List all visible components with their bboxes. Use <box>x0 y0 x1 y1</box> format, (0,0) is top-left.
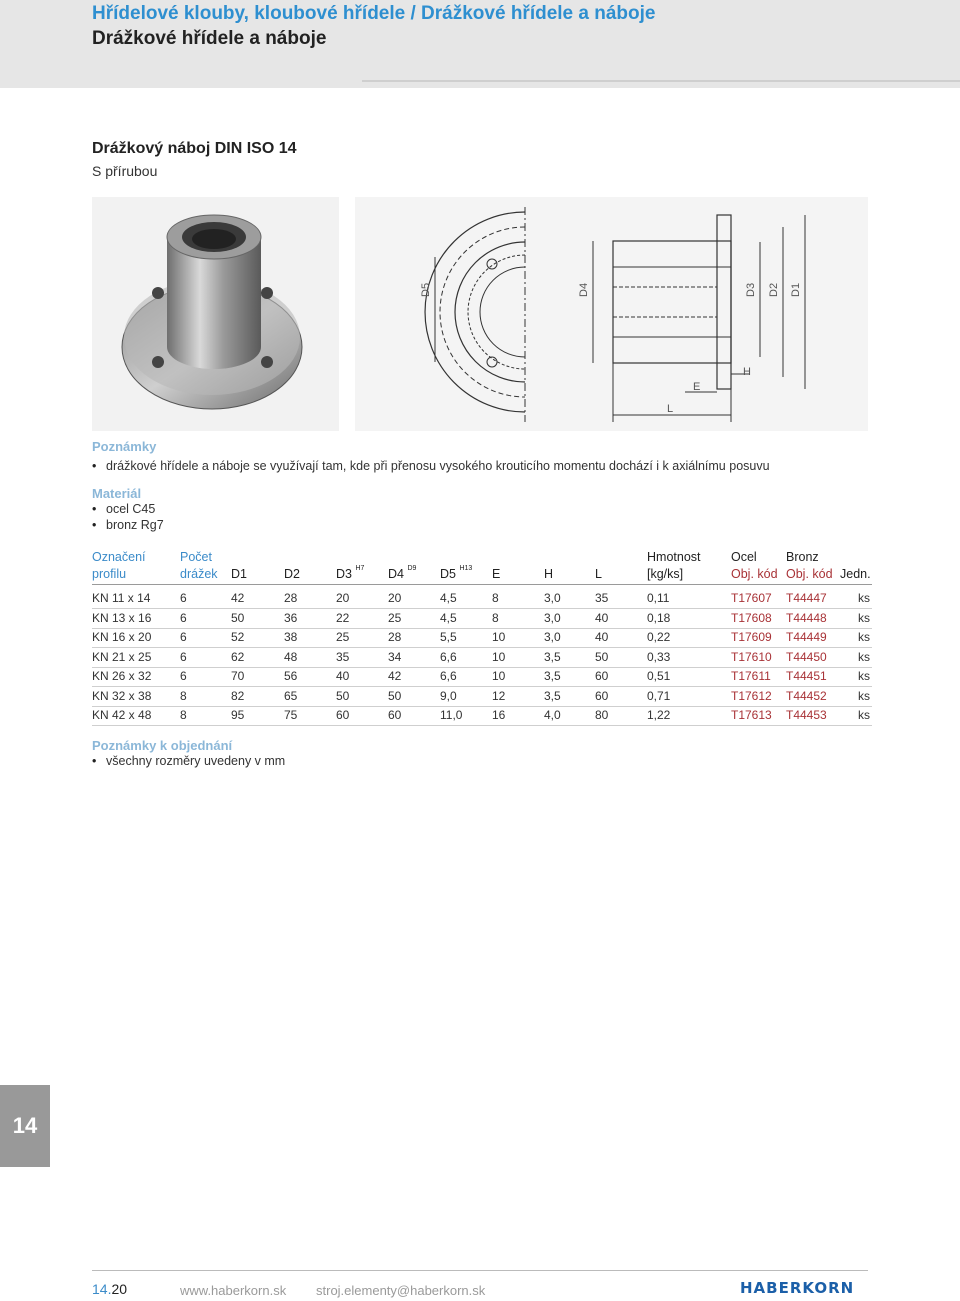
cell-hmotnost: 0,71 <box>647 688 671 703</box>
label-d3: D3 <box>745 282 757 297</box>
th-bronz: Bronz <box>786 550 819 564</box>
cell-l: 50 <box>595 649 609 664</box>
cell-l: 40 <box>595 610 609 625</box>
cell-d4: 25 <box>388 610 402 625</box>
cell-bronz-kod: T44450 <box>786 649 827 664</box>
cell-h: 4,0 <box>544 708 561 722</box>
footer-divider <box>92 1270 868 1271</box>
email-link[interactable]: stroj.elementy@haberkorn.sk <box>316 1283 486 1298</box>
cell-ocel-kod: T17611 <box>731 669 771 683</box>
cell-bronz-kod: T44448 <box>786 610 827 625</box>
cell-d2: 36 <box>284 610 298 625</box>
cell-jedn: ks <box>858 630 870 644</box>
cell-pocet: 6 <box>180 591 187 605</box>
cell-d2: 38 <box>284 630 298 644</box>
cell-d1: 95 <box>231 708 245 722</box>
product-subtitle: S přírubou <box>92 163 158 179</box>
label-d1: D1 <box>790 282 802 297</box>
cell-d4: 34 <box>388 649 402 664</box>
th-d1: D1 <box>231 567 247 581</box>
cell-d5: 4,5 <box>440 610 457 625</box>
cell-e: 10 <box>492 649 506 664</box>
cell-d4: 28 <box>388 630 402 644</box>
th-ocel: Ocel <box>731 550 757 564</box>
cell-bronz-kod: T44447 <box>786 591 827 605</box>
th-jedn: Jedn. <box>840 567 871 581</box>
cell-d1: 52 <box>231 630 245 644</box>
label-e: E <box>693 381 701 393</box>
cell-d3: 50 <box>336 688 350 703</box>
header-title: Hřídelové klouby, kloubové hřídele / Drážkové hřídele a náboje <box>92 3 656 24</box>
header-divider <box>362 80 960 82</box>
cell-d1: 62 <box>231 649 245 664</box>
th-e: E <box>492 567 501 581</box>
product-photo <box>92 197 339 431</box>
th-d4: D4 $^{D9}$ <box>388 565 417 581</box>
cell-e: 16 <box>492 708 506 722</box>
cell-hmotnost: 0,18 <box>647 610 671 625</box>
cell-bronz-kod: T44449 <box>786 630 827 644</box>
label-d2: D2 <box>768 282 780 297</box>
cell-hmotnost: 0,51 <box>647 669 671 683</box>
th-h: H <box>544 567 554 581</box>
th-d3: D3 $^{H7}$ <box>336 565 365 581</box>
cell-d3: 22 <box>336 610 350 625</box>
cell-h: 3,5 <box>544 669 561 683</box>
cell-profil: KN 26 x 32 <box>92 669 152 683</box>
cell-d2: 28 <box>284 591 298 605</box>
cell-ocel-kod: T17612 <box>731 688 772 703</box>
cell-bronz-kod: T44453 <box>786 708 827 722</box>
cell-d2: 56 <box>284 669 298 683</box>
cell-d1: 50 <box>231 610 245 625</box>
row-divider <box>92 725 872 726</box>
cell-jedn: ks <box>858 649 870 664</box>
cell-d5: 4,5 <box>440 591 457 605</box>
dimension-drawing <box>355 197 868 431</box>
cell-profil: KN 16 x 20 <box>92 630 152 644</box>
cell-pocet: 6 <box>180 669 187 683</box>
notes-item: • drážkové hřídele a náboje se využívají tam, kde při přenosu vysokého krouticího momentu dochází i k axiálnímu posuvu <box>92 459 770 473</box>
brand-logo: HABERKORN <box>740 1279 855 1297</box>
header-subtitle: Drážkové hřídele a náboje <box>92 28 327 49</box>
product-title: Drážkový náboj DIN ISO 14 <box>92 140 297 157</box>
website-link[interactable]: www.haberkorn.sk <box>180 1283 287 1298</box>
th-l: L <box>595 567 602 581</box>
cell-jedn: ks <box>858 610 870 625</box>
cell-d3: 35 <box>336 649 350 664</box>
cell-profil: KN 11 x 14 <box>92 591 151 605</box>
cell-d4: 42 <box>388 669 402 683</box>
cell-ocel-kod: T17608 <box>731 610 772 625</box>
cell-d1: 42 <box>231 591 245 605</box>
cell-l: 60 <box>595 669 609 683</box>
label-d4: D4 <box>578 282 590 297</box>
row-divider <box>92 686 872 687</box>
order-notes-label: Poznámky k objednání <box>92 738 233 753</box>
cell-d4: 20 <box>388 591 402 605</box>
label-h: H <box>743 366 751 378</box>
page-header <box>0 0 960 88</box>
cell-profil: KN 21 x 25 <box>92 649 152 664</box>
cell-d1: 70 <box>231 669 245 683</box>
label-l: L <box>667 403 674 415</box>
cell-pocet: 8 <box>180 688 187 703</box>
th-hmotnost: Hmotnost <box>647 550 701 564</box>
cell-l: 80 <box>595 708 609 722</box>
cell-bronz-kod: T44451 <box>786 669 827 683</box>
row-divider <box>92 608 872 609</box>
material-item: • ocel C45 <box>92 502 155 516</box>
cell-e: 8 <box>492 610 499 625</box>
cell-e: 10 <box>492 669 506 683</box>
hub-photo-illustration <box>92 197 339 431</box>
chapter-tab: 14 <box>0 1085 50 1167</box>
page-number: 14.20 <box>92 1281 128 1297</box>
cell-d3: 20 <box>336 591 350 605</box>
cell-jedn: ks <box>858 688 870 703</box>
th-ocel-kod: Obj. kód <box>731 567 778 581</box>
th-oznaceni: Označení <box>92 550 146 564</box>
cell-h: 3,0 <box>544 610 561 625</box>
cell-h: 3,5 <box>544 649 561 664</box>
cell-l: 40 <box>595 630 609 644</box>
cell-d5: 6,6 <box>440 649 457 664</box>
th-drazek: drážek <box>180 567 218 581</box>
order-notes-item: • všechny rozměry uvedeny v mm <box>92 754 285 768</box>
cell-profil: KN 32 x 38 <box>92 688 152 703</box>
cell-l: 60 <box>595 688 609 703</box>
cell-d5: 6,6 <box>440 669 457 683</box>
cell-jedn: ks <box>858 591 870 605</box>
cell-ocel-kod: T17609 <box>731 630 772 644</box>
cell-e: 8 <box>492 591 499 605</box>
cell-d1: 82 <box>231 688 245 703</box>
cell-e: 12 <box>492 688 506 703</box>
cell-hmotnost: 0,11 <box>647 591 670 605</box>
cell-jedn: ks <box>858 708 870 722</box>
cell-ocel-kod: T17610 <box>731 649 772 664</box>
cell-ocel-kod: T17607 <box>731 591 772 605</box>
cell-d2: 48 <box>284 649 298 664</box>
row-divider <box>92 706 872 707</box>
row-divider <box>92 647 872 648</box>
th-pocet: Počet <box>180 550 212 564</box>
cell-h: 3,5 <box>544 688 561 703</box>
cell-d2: 75 <box>284 708 298 722</box>
cell-bronz-kod: T44452 <box>786 688 827 703</box>
cell-pocet: 6 <box>180 649 187 664</box>
cell-d5: 11,0 <box>440 708 463 722</box>
th-d5: D5 $^{H13}$ <box>440 565 473 581</box>
cell-pocet: 6 <box>180 610 187 625</box>
cell-h: 3,0 <box>544 591 561 605</box>
th-kg-ks: [kg/ks] <box>647 567 684 581</box>
cell-hmotnost: 1,22 <box>647 708 671 722</box>
cell-d3: 40 <box>336 669 350 683</box>
notes-label: Poznámky <box>92 439 157 454</box>
row-divider <box>92 628 872 629</box>
cell-hmotnost: 0,22 <box>647 630 671 644</box>
cell-h: 3,0 <box>544 630 561 644</box>
cell-hmotnost: 0,33 <box>647 649 671 664</box>
cell-pocet: 8 <box>180 708 187 722</box>
cell-d5: 5,5 <box>440 630 457 644</box>
cell-d4: 50 <box>388 688 402 703</box>
row-divider <box>92 667 872 668</box>
label-d5: D5 <box>420 282 432 297</box>
material-item: • bronz Rg7 <box>92 518 164 532</box>
th-bronz-kod: Obj. kód <box>786 567 833 581</box>
cell-profil: KN 42 x 48 <box>92 708 152 722</box>
cell-profil: KN 13 x 16 <box>92 610 152 625</box>
cell-d3: 60 <box>336 708 350 722</box>
cell-d4: 60 <box>388 708 402 722</box>
th-d2: D2 <box>284 567 300 581</box>
cell-l: 35 <box>595 591 609 605</box>
cell-jedn: ks <box>858 669 870 683</box>
th-profilu: profilu <box>92 567 127 581</box>
technical-drawing <box>355 197 868 431</box>
cell-pocet: 6 <box>180 630 187 644</box>
table-header-divider <box>92 584 872 585</box>
material-label: Materiál <box>92 486 142 501</box>
cell-d3: 25 <box>336 630 350 644</box>
cell-d5: 9,0 <box>440 688 457 703</box>
cell-ocel-kod: T17613 <box>731 708 772 722</box>
cell-d2: 65 <box>284 688 298 703</box>
cell-e: 10 <box>492 630 506 644</box>
